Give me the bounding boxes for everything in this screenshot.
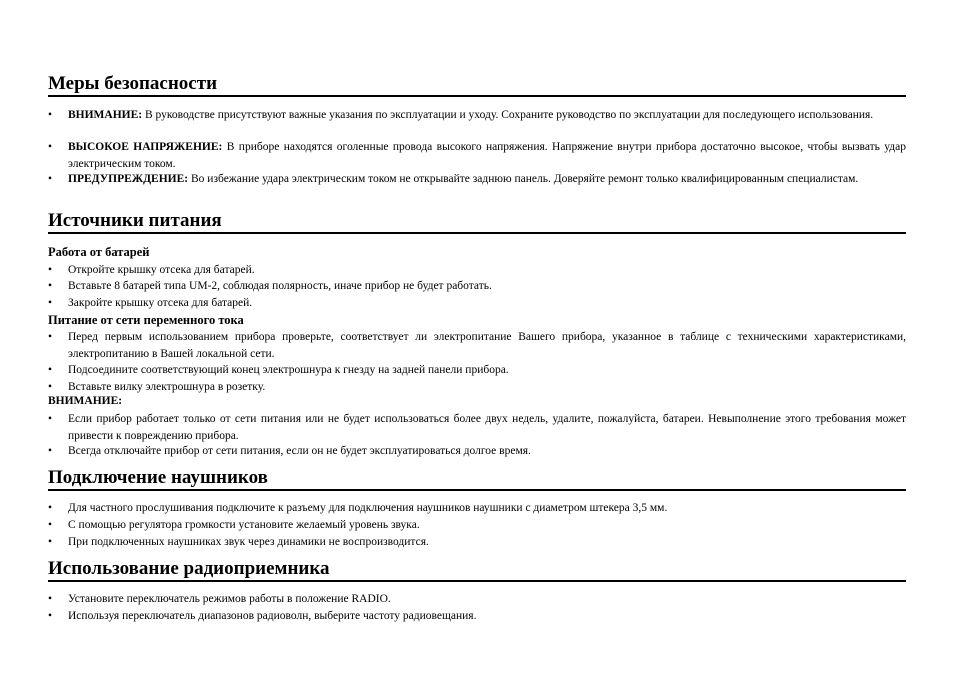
list-item <box>48 295 906 312</box>
warning-label: ВНИМАНИЕ: <box>68 109 143 121</box>
section-title-headphones: Подключение наушников <box>48 467 906 491</box>
item-text: При подключенных наушниках звук через динамики не воспроизводится. <box>68 536 429 548</box>
bullet-icon: • <box>48 413 53 425</box>
bullet-icon: • <box>48 593 53 605</box>
bullet-icon: • <box>48 445 53 457</box>
subheading-warning: ВНИМАНИЕ: <box>48 395 123 407</box>
item-text: Подсоедините соответствующий конец электрошнура к гнезду на задней панели прибора. <box>68 364 509 376</box>
item-text: Вставьте вилку электрошнура в розетку. <box>68 381 266 393</box>
list-item <box>48 329 906 362</box>
subheading-batteries: Работа от батарей <box>48 245 150 259</box>
bullet-icon: • <box>48 502 53 514</box>
item-text: Всегда отключайте прибор от сети питания, если он не будет эксплуатироваться долгое время. <box>68 445 531 457</box>
subheading-ac-power: Питание от сети переменного тока <box>48 313 244 327</box>
bullet-icon: • <box>48 381 53 393</box>
section-title-safety: Меры безопасности <box>48 73 906 97</box>
item-text: Установите переключатель режимов работы в положение RADIO. <box>68 593 391 605</box>
bullet-icon: • <box>48 610 53 622</box>
warning-label: ВЫСОКОЕ НАПРЯЖЕНИЕ: <box>68 141 223 153</box>
list-item <box>48 608 906 625</box>
list-item <box>48 500 906 517</box>
list-item <box>48 171 906 188</box>
item-text: Во избежание удара электрическим током не открывайте заднюю панель. Доверяйте ремонт только квалифицированным специалистам. <box>191 173 859 185</box>
bullet-icon: • <box>48 364 53 376</box>
list-item <box>48 262 906 279</box>
item-text: С помощью регулятора громкости установите желаемый уровень звука. <box>68 519 420 531</box>
item-text: Закройте крышку отсека для батарей. <box>68 297 253 309</box>
item-text: В руководстве присутствуют важные указания по эксплуатации и уходу. Сохраните руководство по эксплуатации для последующего использования. <box>145 109 874 121</box>
list-item <box>48 411 906 444</box>
section-title-radio: Использование радиоприемника <box>48 558 906 582</box>
list-item <box>48 278 906 295</box>
section-title-power: Источники питания <box>48 210 906 234</box>
bullet-icon: • <box>48 331 53 343</box>
list-item <box>48 379 906 396</box>
list-item <box>48 139 906 172</box>
item-text: Для частного прослушивания подключите к разъему для подключения наушников наушники с диаметром штекера 3,5 мм. <box>68 502 668 514</box>
bullet-icon: • <box>48 173 53 185</box>
bullet-icon: • <box>48 109 53 121</box>
list-item <box>48 443 906 460</box>
list-item <box>48 534 906 551</box>
item-text: Вставьте 8 батарей типа UM-2, соблюдая полярность, иначе прибор не будет работать. <box>68 280 492 292</box>
bullet-icon: • <box>48 519 53 531</box>
list-item <box>48 107 906 124</box>
item-text: Откройте крышку отсека для батарей. <box>68 264 255 276</box>
list-item <box>48 362 906 379</box>
bullet-icon: • <box>48 141 53 153</box>
list-item <box>48 517 906 534</box>
item-text: Используя переключатель диапазонов радиоволн, выберите частоту радиовещания. <box>68 610 477 622</box>
bullet-icon: • <box>48 536 53 548</box>
bullet-icon: • <box>48 264 53 276</box>
list-item <box>48 591 906 608</box>
warning-label: ПРЕДУПРЕЖДЕНИЕ: <box>68 173 189 185</box>
item-text: В приборе находятся оголенные провода высокого напряжения. Напряжение внутри прибора достаточно высокое, чтобы вызвать удар электрическим током. <box>68 141 906 170</box>
item-text: Перед первым использованием прибора проверьте, соответствует ли электропитание Вашего прибора, указанное в таблице с техническими характеристиками, электропитанию в Вашей локальной сети. <box>68 331 906 360</box>
item-text: Если прибор работает только от сети питания или не будет использоваться более двух недель, удалите, пожалуйста, батареи. Невыполнение этого требования может привести к повреждению прибора. <box>68 413 906 442</box>
bullet-icon: • <box>48 297 53 309</box>
bullet-icon: • <box>48 280 53 292</box>
